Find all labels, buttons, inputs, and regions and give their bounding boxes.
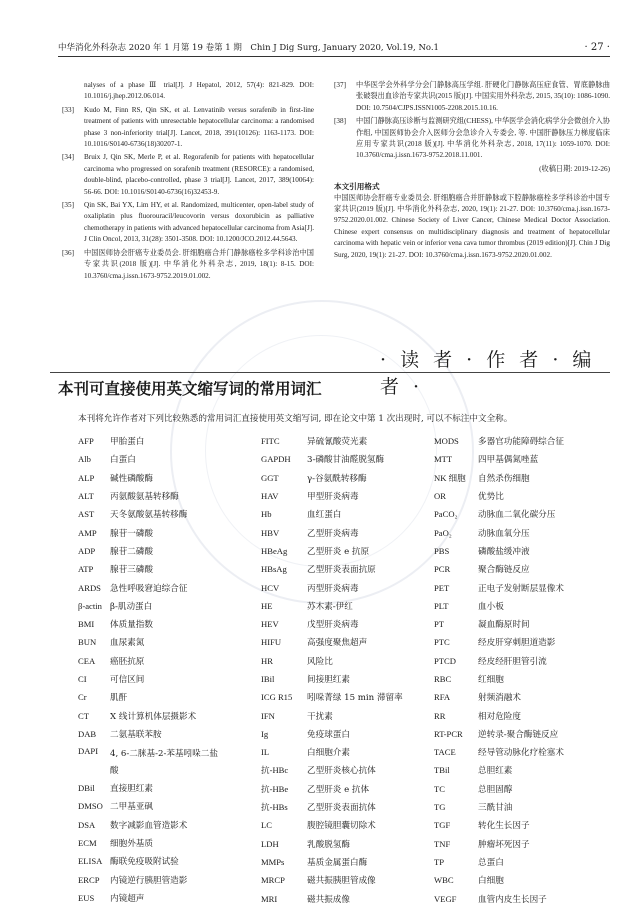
abbreviation-row [434,523,564,541]
abbreviation-term: VEGF [434,893,457,904]
abbreviation-definition: 多器官功能障碍综合征 [478,437,564,448]
abbreviation-definition: 癌胚抗原 [110,656,145,667]
abbreviation-row [434,761,564,779]
reference-item [62,200,314,246]
abbreviation-definition: 天冬氨酸氨基转移酶 [110,510,188,521]
abbreviation-definition: 经皮肝穿刺胆道造影 [478,638,556,649]
reference-number: [38] [334,117,346,126]
abbreviation-term: RR [434,710,446,721]
reference-number: [35] [62,201,74,210]
abbreviation-row [261,505,403,523]
abbreviation-row [78,871,222,889]
abbreviation-term: 抗-HBc [261,765,289,776]
abbreviation-definition: 异硫氰酸荧光素 [307,437,368,448]
abbreviation-definition: 内镜超声 [110,893,145,904]
abbreviation-row [434,432,564,450]
abbreviation-definition: 转化生长因子 [478,821,530,832]
intro-paragraph: 本刊将允许作者对下列比较熟悉的常用词汇直接使用英文缩写词, 即在论文中第 1 次出现时, 可以不标注中文全称。 [78,414,513,424]
abbreviation-row [78,542,222,560]
abbreviation-definition: 聚合酶链反应 [478,565,530,576]
abbreviation-row [78,779,222,797]
abbreviation-row [78,578,222,596]
abbreviation-definition: 免疫球蛋白 [307,729,350,740]
abbreviation-definition: 腺苷一磷酸 [110,528,153,539]
abbreviation-term: PLT [434,600,449,611]
abbreviation-row [78,743,222,779]
abbreviation-term: MODS [434,436,459,447]
abbreviation-definition: 二甲基亚砜 [110,802,153,813]
reference-number: [33] [62,105,74,114]
abbreviation-column-1 [78,432,222,907]
abbreviation-row [434,597,564,615]
abbreviation-row [78,670,222,688]
abbreviation-term: IFN [261,710,275,721]
abbreviation-row [261,432,403,450]
references-left-column [62,80,314,284]
abbreviation-row [78,597,222,615]
abbreviation-definition: 数字减影血管造影术 [110,820,188,831]
abbreviation-definition: 腺苷三磷酸 [110,565,153,576]
reference-number: [34] [62,153,74,162]
abbreviation-definition: 丙型肝炎病毒 [307,583,359,594]
abbreviation-term: MRCP [261,875,285,886]
abbreviation-row [261,816,403,834]
abbreviation-definition: 间接胆红素 [307,675,350,685]
abbreviation-term: HBV [261,527,280,538]
abbreviation-row [78,816,222,834]
abbreviation-definition: 白蛋白 [110,455,136,466]
abbreviation-term: HBsAg [261,564,287,575]
abbreviation-row [434,578,564,596]
abbreviation-term: HR [261,655,273,666]
abbreviation-row [78,706,222,724]
abbreviation-term: NK 细胞 [434,472,466,483]
abbreviation-definition: 优势比 [478,492,504,503]
abbreviation-term: MRI [261,893,278,904]
abbreviation-row [261,523,403,541]
abbreviation-definition: 基质金属蛋白酶 [307,857,368,868]
abbreviation-row [78,615,222,633]
abbreviation-row [434,450,564,468]
abbreviation-term: HEV [261,619,279,630]
abbreviation-term: 抗-HBs [261,802,288,813]
abbreviation-row [261,578,403,596]
running-header [58,33,610,57]
abbreviation-definition: X 线计算机体层摄影术 [110,711,197,722]
abbreviation-definition: 腹腔镜胆囊切除术 [307,821,376,832]
abbreviation-definition: 磷酸盐缓冲液 [478,546,530,557]
abbreviation-column-3 [434,432,564,908]
abbreviation-row [78,834,222,852]
abbreviation-term: TGF [434,820,451,831]
abbreviation-term: ELISA [78,856,103,867]
abbreviation-term: β-actin [78,600,102,611]
abbreviation-term: GGT [261,472,279,483]
abbreviation-definition: 动脉血二氧化碳分压 [478,510,556,521]
abbreviation-term: ALP [78,472,95,483]
abbreviation-row [261,542,403,560]
abbreviation-row [261,670,403,688]
abbreviation-definition: 相对危险度 [478,711,521,722]
reference-text: 中华医学会外科学分会门静脉高压学组. 肝硬化门静脉高压症食管、胃底静脉曲张破裂出血诊治专家共识(2015 版)[J]. 中国实用外科杂志, 2015, 35(10): 1086-1090. DOI: 10.7504/CJPS.ISSN1005-2208.2015.10.16. [356,81,610,112]
abbreviation-row [78,797,222,815]
abbreviation-row [261,597,403,615]
abbreviation-definition: 乙型肝炎 e 抗原 [307,546,370,557]
abbreviation-term: CEA [78,655,96,666]
reference-text: Qin SK, Bai YX, Lim HY, et al. Randomized, multicenter, open-label study of oxaliplatin plus fluorouracil/leucovorin versus doxorubicin as palliative chemotherapy in patients with advanced hepatocellular carcinoma from Asia[J]. J Clin Oncol, 2013, 31(28): 3501-3508. DOI: 10.1200/JCO.2012.44.5643. [84,201,314,244]
abbreviation-definition: 三酰甘油 [478,803,513,814]
abbreviation-definition: 高强度聚焦超声 [307,638,368,649]
abbreviation-term: DAB [78,728,97,739]
abbreviation-term: ALT [78,491,94,502]
abbreviation-term: IBil [261,674,275,684]
abbreviation-row [261,889,403,907]
abbreviation-term: AFP [78,436,94,447]
reference-number: [37] [334,81,346,89]
article-title: 本刊可直接使用英文缩写词的常用词汇 [58,380,322,398]
abbreviation-definition: 内镜逆行胰胆管造影 [110,875,188,886]
reference-text: Bruix J, Qin SK, Merle P, et al. Regorafenib for patients with hepatocellular carcinoma who progressed on sorafenib treatment (RESORCE): a randomised, double-blind, placebo-controlled, phase 3 trial[J]. Lancet, 2017, 389(10064): 56-66. DOI: 10.1016/S0140-6736(16)32453-9. [84,153,314,196]
abbreviation-row [434,706,564,724]
reference-item [334,80,610,114]
reference-number: [36] [62,248,74,257]
abbreviation-term: FITC [261,436,280,447]
abbreviation-row [78,688,222,706]
abbreviation-term: TP [434,856,445,867]
abbreviation-definition: 乙型肝炎表面抗原 [307,565,376,576]
abbreviation-row [78,633,222,651]
abbreviation-row [261,487,403,505]
abbreviation-definition: 动脉血氧分压 [478,528,530,539]
abbreviation-term: TBil [434,765,450,776]
abbreviation-term: ICG R15 [261,692,293,703]
abbreviation-row [434,889,564,907]
reference-item [62,80,314,103]
abbreviation-term: DSA [78,819,96,830]
abbreviation-term: PT [434,619,445,630]
abbreviation-term: PTC [434,637,450,648]
abbreviation-definition: 干扰素 [307,711,333,722]
abbreviation-definition: 总胆固醇 [478,784,513,795]
abbreviation-definition: 血红蛋白 [307,510,342,521]
abbreviation-term: HE [261,600,273,611]
abbreviation-term: IL [261,747,270,758]
abbreviation-term: ERCP [78,874,100,885]
abbreviation-definition: 自然杀伤细胞 [478,473,530,484]
abbreviation-row [434,780,564,798]
abbreviation-term: ADP [78,545,96,556]
abbreviation-row [434,725,564,743]
abbreviation-definition: 磁共振成像 [307,894,350,905]
abbreviation-row [78,505,222,523]
abbreviation-term: PET [434,582,450,593]
abbreviation-definition: 总蛋白 [478,857,504,868]
abbreviation-definition: 肿瘤坏死因子 [478,839,530,850]
abbreviation-term: DAPI [78,746,99,757]
abbreviation-term: BMI [78,619,95,630]
abbreviation-row [78,523,222,541]
abbreviation-term: ATP [78,564,94,575]
abbreviation-term: RFA [434,692,451,703]
abbreviation-definition: 乙型肝炎核心抗体 [307,766,376,777]
abbreviation-row [78,889,222,907]
abbreviation-term: PTCD [434,655,456,666]
abbreviation-definition: 乙型肝炎病毒 [307,528,359,539]
abbreviation-definition: 血管内皮生长因子 [478,894,547,905]
section-divider [50,372,610,373]
abbreviation-definition: 乙型肝炎 e 抗体 [307,784,370,795]
abbreviation-row [261,450,403,468]
abbreviation-term: Hb [261,509,272,520]
abbreviation-definition: 射频消融术 [478,693,521,704]
abbreviation-row [78,432,222,450]
abbreviation-row [78,450,222,468]
abbreviation-term: MTT [434,454,453,465]
abbreviation-definition: 直接胆红素 [110,784,153,795]
abbreviation-term: Alb [78,454,91,465]
abbreviation-definition: 乳酸脱氢酶 [307,839,350,850]
reference-item [62,248,314,282]
abbreviation-row [261,761,403,779]
abbreviation-row [261,469,403,487]
abbreviation-column-2 [261,432,403,908]
abbreviation-term: ECM [78,838,97,849]
abbreviation-definition: 乙型肝炎表面抗体 [307,803,376,814]
abbreviation-row [261,688,403,706]
abbreviation-definition: 二氨基联苯胺 [110,729,162,740]
reference-number [62,80,84,103]
page-number: · 27 · [584,42,610,53]
abbreviation-definition: 碱性磷酸酶 [110,473,153,484]
reference-text: Kudo M, Finn RS, Qin SK, et al. Lenvatinib versus sorafenib in first-line treatment of patients with unresectable hepatocellular carcinoma: a randomised phase 3 non-inferiority trial[J]. Lancet, 2018, 391(10126): 1163-1173. DOI: 10.1016/S0140-6736(18)30207-1. [84,105,314,149]
reference-text: 中国医师协会肝癌专业委员会. 肝细胞癌合并门静脉癌栓多学科诊治中国专家共识(2018 版)[J]. 中华消化外科杂志, 2019, 18(1): 8-15. DOI: 10.3760/cma.j.issn.1673-9752.2019.01.002. [84,248,314,280]
abbreviation-term: OR [434,491,446,502]
abbreviation-row [78,652,222,670]
abbreviation-definition: 红细胞 [478,675,504,685]
abbreviation-row [434,816,564,834]
section-tag: · 读 者 · 作 者 · 编 者 · [380,349,596,398]
abbreviation-definition: 甲胎蛋白 [110,437,145,448]
reference-item [62,105,314,151]
abbreviation-term: ARDS [78,582,101,593]
abbreviation-row [261,633,403,651]
abbreviation-row [434,487,564,505]
abbreviation-term: RT-PCR [434,728,463,739]
abbreviation-row [434,798,564,816]
abbreviation-term: CI [78,674,87,684]
abbreviation-term: HBeAg [261,545,288,556]
abbreviation-definition: γ-谷氨酰转移酶 [307,473,367,484]
references-right-column [334,80,610,261]
abbreviation-definition: 白细胞介素 [307,748,350,759]
abbreviation-definition: 磁共振胰胆管成像 [307,876,376,887]
abbreviation-term: HCV [261,582,280,593]
abbreviation-term: Cr [78,692,87,703]
abbreviation-row [261,835,403,853]
abbreviation-term: LC [261,820,272,831]
citation-body: 中国医师协会肝癌专业委员会. 肝细胞癌合并肝静脉或下腔静脉癌栓多学科诊治中国专家共识(2019 版)[J]. 中华消化外科杂志, 2020, 19(1): 21-27. DOI: 10.3760/cma.j.issn.1673-9752.2020.01.002. Chinese Society of Liver Cancer, Chinese Medical Doctor Association. Chinese expert consensus on multidisciplinary diagnosis and treatment of hepatocellular carcinoma with hepatic vein or inferior vena cava tumor thrombus (2019 edition)[J]. Chin J Dig Surg, 2020, 19(1): 21-27. DOI: 10.3760/cma.j.issn.1673-9752.2020.01.002. [334,193,610,259]
abbreviation-row [261,615,403,633]
abbreviation-term: PaCO₂ [434,509,458,520]
abbreviation-row [261,743,403,761]
abbreviation-term: AMP [78,527,97,538]
abbreviation-term: PCR [434,564,451,575]
abbreviation-definition: 腺苷二磷酸 [110,546,153,557]
abbreviation-term: TACE [434,747,456,758]
reference-item [334,116,610,162]
abbreviation-term: RBC [434,674,452,684]
abbreviation-term: Ig [261,728,269,739]
journal-info: 中华消化外科杂志 2020 年 1 月第 19 卷第 1 期 Chin J Dig Surg, January 2020, Vol.19, No.1 [58,43,439,53]
abbreviation-definition: 急性呼吸窘迫综合征 [110,583,188,594]
abbreviation-definition: 4, 6-二脒基-2-苯基吲哚二盐酸 [110,749,218,777]
abbreviation-row [261,853,403,871]
abbreviation-row [434,615,564,633]
abbreviation-definition: 细胞外基质 [110,839,153,850]
abbreviation-row [261,798,403,816]
abbreviation-row [434,871,564,889]
abbreviation-definition: 正电子发射断层显像术 [478,583,564,594]
abbreviation-row [434,853,564,871]
abbreviation-definition: 体质量指数 [110,620,153,631]
abbreviation-row [434,743,564,761]
abbreviation-definition: 可信区间 [110,675,145,685]
abbreviation-table [78,432,618,905]
abbreviation-row [261,706,403,724]
abbreviation-term: LDH [261,838,279,849]
abbreviation-term: TG [434,802,446,813]
abbreviation-term: HIFU [261,637,282,648]
abbreviation-row [434,505,564,523]
abbreviation-term: CT [78,710,89,721]
abbreviation-term: HAV [261,491,279,502]
abbreviation-definition: 吲哚菁绿 15 min 滞留率 [307,693,403,704]
abbreviation-definition: 戊型肝炎病毒 [307,620,359,631]
abbreviation-row [78,852,222,870]
abbreviation-definition: 苏木素-伊红 [307,601,353,612]
abbreviation-definition: 血小板 [478,601,504,612]
abbreviation-term: GAPDH [261,454,291,465]
abbreviation-definition: 经皮经肝胆管引流 [478,656,547,667]
citation-title: 本文引用格式 [334,182,380,192]
abbreviation-row [261,725,403,743]
abbreviation-definition: 3-磷酸甘油醛脱氢酶 [307,455,385,466]
abbreviation-term: EUS [78,892,95,903]
abbreviation-definition: 经导管动脉化疗栓塞术 [478,748,564,759]
abbreviation-definition: 血尿素氮 [110,638,145,649]
abbreviation-term: WBC [434,875,454,886]
abbreviation-row [78,725,222,743]
abbreviation-row [261,871,403,889]
reference-text: nalyses of a phase Ⅲ trial[J]. J Hepatol, 2012, 57(4): 821-829. DOI: 10.1016/j.jhep.2012.06.014. [84,81,314,101]
abbreviation-term: PBS [434,545,450,556]
abbreviation-term: DBil [78,783,95,794]
abbreviation-row [434,652,564,670]
abbreviation-row [78,487,222,505]
abbreviation-definition: 总胆红素 [478,766,513,777]
abbreviation-definition: 甲型肝炎病毒 [307,492,359,503]
abbreviation-row [261,560,403,578]
abbreviation-term: PaO₂ [434,527,452,538]
abbreviation-term: TC [434,783,445,794]
abbreviation-term: TNF [434,838,451,849]
abbreviation-row [261,780,403,798]
abbreviation-row [434,633,564,651]
abbreviation-row [434,670,564,688]
reference-text: 中国门静脉高压诊断与监测研究组(CHESS), 中华医学会消化病学分会微创介入协作组, 中国医师协会介入医师分会急诊介入专委会, 等. 中国肝静脉压力梯度临床应用专家共识(2018 版)[J]. 中华消化外科杂志, 2018, 17(11): 1059-1070. DOI: 10.3760/cma.j.issn.1673-9752.2018.11.001. [356,117,610,160]
abbreviation-row [261,652,403,670]
abbreviation-definition: 凝血酶原时间 [478,620,530,631]
abbreviation-definition: 逆转录-聚合酶链反应 [478,729,559,740]
abbreviation-term: AST [78,509,95,520]
received-date: (收稿日期: 2019-12-26) [539,164,610,173]
abbreviation-definition: 肌酐 [110,693,128,704]
abbreviation-definition: β-肌动蛋白 [110,601,153,612]
abbreviation-row [78,469,222,487]
abbreviation-term: 抗-HBe [261,783,289,794]
abbreviation-row [434,469,564,487]
abbreviation-definition: 酶联免疫吸附试验 [110,857,179,868]
abbreviation-row [434,835,564,853]
abbreviation-definition: 风险比 [307,656,333,667]
abbreviation-row [434,560,564,578]
abbreviation-row [78,560,222,578]
abbreviation-term: DMSO [78,801,103,812]
abbreviation-definition: 四甲基偶氮唑蓝 [478,455,539,466]
abbreviation-row [434,542,564,560]
abbreviation-term: MMPs [261,856,285,867]
abbreviation-definition: 丙氨酸氨基转移酶 [110,492,179,503]
abbreviation-definition: 白细胞 [478,876,504,887]
abbreviation-term: BUN [78,637,97,648]
reference-item [62,152,314,198]
abbreviation-row [434,688,564,706]
